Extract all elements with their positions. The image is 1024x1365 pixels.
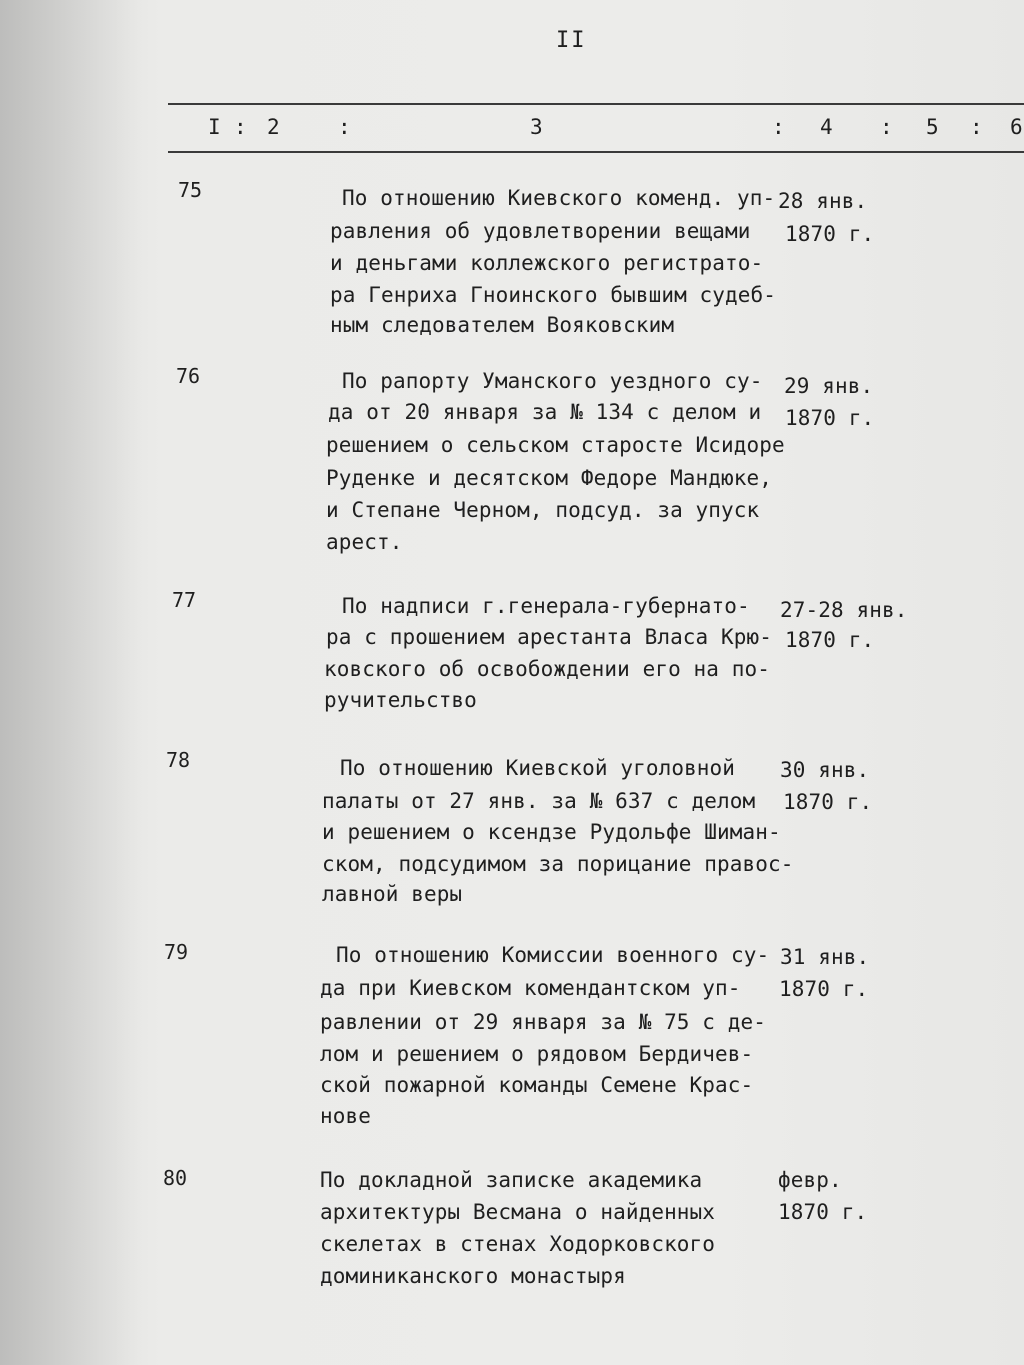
description-line: По рапорту Уманского уездного су- — [342, 369, 763, 393]
date-line: 1870 г. — [783, 790, 873, 814]
column-separator: : — [880, 115, 893, 139]
description-line: По отношению Киевского коменд. уп- — [342, 186, 776, 210]
header-rule-top — [168, 103, 1024, 105]
description-line: ковского об освобождении его на по- — [324, 657, 771, 681]
description-line: По отношению Комиссии военного су- — [336, 943, 770, 967]
description-line: По докладной записке академика — [320, 1168, 703, 1192]
date-line: февр. — [778, 1168, 842, 1192]
column-separator: : — [970, 115, 983, 139]
description-line: лом и решением о рядовом Бердичев- — [320, 1042, 754, 1066]
description-line: да при Киевском комендантском уп- — [320, 976, 741, 1000]
page-number: II — [556, 28, 587, 53]
description-line: ра с прошением арестанта Власа Крю- — [326, 625, 773, 649]
column-header-2: 2 — [267, 115, 280, 139]
description-line: ской пожарной команды Семене Крас- — [320, 1073, 754, 1097]
date-line: 31 янв. — [780, 945, 870, 969]
description-line: и решением о ксендзе Рудольфе Шиман- — [322, 820, 781, 844]
column-header-5: 5 — [926, 115, 939, 139]
entry-number: 78 — [166, 748, 191, 772]
column-separator: : — [772, 115, 785, 139]
description-line: По отношению Киевской уголовной — [340, 756, 736, 780]
description-line: архитектуры Весмана о найденных — [320, 1200, 716, 1224]
description-line: решением о сельском старосте Исидоре — [326, 433, 785, 457]
description-line: равления об удовлетворении вещами — [330, 219, 751, 243]
date-line: 27-28 янв. — [780, 598, 908, 622]
description-line: и Степане Черном, подсуд. за упуск — [326, 498, 760, 522]
date-line: 30 янв. — [780, 758, 870, 782]
description-line: лавной веры — [322, 882, 463, 906]
header-rule-bottom — [168, 151, 1024, 153]
column-separator: : — [338, 115, 351, 139]
description-line: Руденке и десятском Федоре Мандюке, — [326, 466, 773, 490]
description-line: скелетах в стенах Ходорковского — [320, 1232, 716, 1256]
date-line: 1870 г. — [778, 1200, 868, 1224]
entry-number: 80 — [163, 1166, 188, 1190]
date-line: 1870 г. — [779, 977, 869, 1001]
column-header-6: 6 — [1010, 115, 1023, 139]
binding-shadow — [0, 0, 140, 1365]
column-separator: : — [234, 115, 247, 139]
date-line: 1870 г. — [785, 222, 875, 246]
column-header-4: 4 — [820, 115, 833, 139]
date-line: 28 янв. — [778, 189, 868, 213]
description-line: По надписи г.генерала-губернато- — [342, 594, 750, 618]
entry-number: 76 — [176, 364, 201, 388]
description-line: равлении от 29 января за № 75 с де- — [320, 1010, 767, 1034]
description-line: да от 20 января за № 134 с делом и — [328, 400, 762, 424]
column-header-1: I — [208, 115, 221, 139]
date-line: 1870 г. — [785, 628, 875, 652]
description-line: доминиканского монастыря — [320, 1264, 626, 1288]
entry-number: 77 — [172, 588, 197, 612]
description-line: арест. — [326, 530, 403, 554]
entry-number: 75 — [178, 178, 203, 202]
description-line: ручительство — [324, 688, 477, 712]
description-line: и деньгами коллежского регистрато- — [330, 251, 764, 275]
description-line: палаты от 27 янв. за № 637 с делом — [322, 789, 756, 813]
description-line: ра Генриха Гноинского бывшим судеб- — [330, 283, 777, 307]
description-line: нове — [320, 1104, 371, 1128]
date-line: 1870 г. — [785, 406, 875, 430]
description-line: ском, подсудимом за порицание правос- — [322, 852, 794, 876]
entry-number: 79 — [164, 940, 189, 964]
column-header-3: 3 — [530, 115, 543, 139]
date-line: 29 янв. — [784, 374, 874, 398]
description-line: ным следователем Вояковским — [330, 313, 675, 337]
